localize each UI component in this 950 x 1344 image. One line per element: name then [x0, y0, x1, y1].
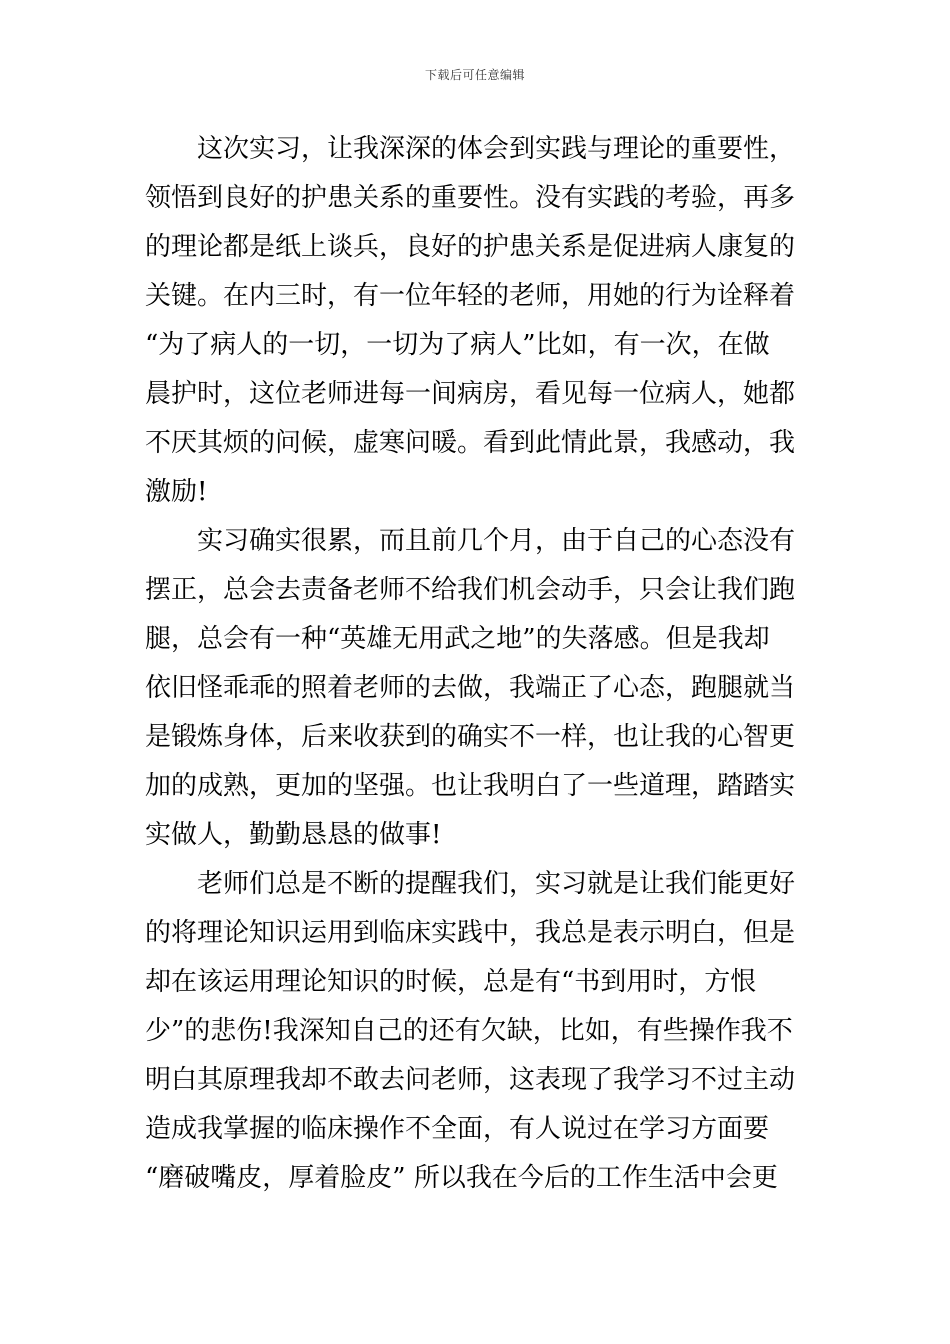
- paragraph-line: 的理论都是纸上谈兵，良好的护患关系是促进病人康复的: [145, 232, 796, 262]
- header-note: 下载后可任意编辑: [424, 68, 525, 82]
- paragraph-line: 却在该运用理论知识的时候，总是有“书到用时，方恨: [145, 967, 757, 997]
- body-text: [145, 125, 810, 1203]
- paragraph-line: 造成我掌握的临床操作不全面，有人说过在学习方面要: [145, 1114, 770, 1144]
- paragraph-line: 是锻炼身体，后来收获到的确实不一样，也让我的心智更: [145, 722, 796, 752]
- paragraph-line: 实习确实很累，而且前几个月，由于自己的心态没有: [197, 526, 796, 556]
- paragraph-line: 依旧怪乖乖的照着老师的去做，我端正了心态，跑腿就当: [145, 673, 796, 703]
- paragraph-line: 实做人，勤勤恳恳的做事!: [145, 820, 442, 850]
- paragraph-line: 腿，总会有一种“英雄无用武之地”的失落感。但是我却: [145, 624, 770, 654]
- paragraph-2: [145, 517, 810, 860]
- paragraph-3: [145, 860, 810, 1203]
- paragraph-1: [145, 125, 810, 517]
- paragraph-line: 激励!: [145, 477, 208, 507]
- paragraph-line: 领悟到良好的护患关系的重要性。没有实践的考验，再多: [145, 183, 796, 213]
- paragraph-line: 的将理论知识运用到临床实践中，我总是表示明白，但是: [145, 918, 796, 948]
- paragraph-line: 这次实习，让我深深的体会到实践与理论的重要性，: [197, 134, 796, 164]
- paragraph-line: 摆正，总会去责备老师不给我们机会动手，只会让我们跑: [145, 575, 796, 605]
- paragraph-line: 晨护时，这位老师进每一间病房，看见每一位病人，她都: [145, 379, 796, 409]
- paragraph-line: 老师们总是不断的提醒我们，实习就是让我们能更好: [197, 869, 796, 899]
- paragraph-line: 关键。在内三时，有一位年轻的老师，用她的行为诠释着: [145, 281, 796, 311]
- paragraph-line: 明白其原理我却不敢去问老师，这表现了我学习不过主动: [145, 1065, 796, 1095]
- paragraph-line: 少”的悲伤!我深知自己的还有欠缺，比如，有些操作我不: [145, 1016, 793, 1046]
- paragraph-line: “磨破嘴皮，厚着脸皮” 所以我在今后的工作生活中会更: [145, 1163, 778, 1193]
- paragraph-line: 不厌其烦的问候，虚寒问暖。看到此情此景，我感动，我: [145, 428, 796, 458]
- paragraph-line: 加的成熟，更加的坚强。也让我明白了一些道理，踏踏实: [145, 771, 796, 801]
- paragraph-line: “为了病人的一切，一切为了病人”比如，有一次，在做: [145, 330, 770, 360]
